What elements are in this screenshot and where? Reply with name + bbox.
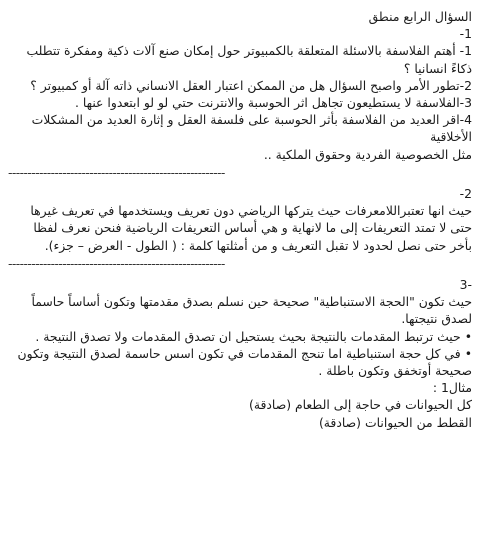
section-divider: -------------------------------------------------------- — [8, 255, 225, 271]
q4-point-3: 3-الفلاسفة لا يستطيعون تجاهل اثر الحوسبة والانترنت حتي لو لو ابتعدوا عنها . — [74, 95, 472, 111]
bullet-1-text: حيث ترتبط المقدمات بالنتيجة بحيث يستحيل ان تصدق المقدمات ولا تصدق النتيجة . — [35, 328, 461, 344]
example-label: مثال1 : — [432, 380, 472, 396]
bullet-icon: • — [464, 328, 472, 344]
answer-3-intro: حيث تكون "الحجة الاستنباطية" صحيحة حين نسلم بصدق مقدمتها وتكون أساساً حاسماً لصدق نتيجتها. — [31, 294, 472, 327]
answer-3-number: -3 — [459, 277, 472, 293]
q4-point-2: 2-تطور الأمر واصبح السؤال هل من الممكن اعتبار العقل الانساني ذاته آلة أو كمبيوتر ؟ — [30, 77, 472, 93]
q4-point-1: 1- أهتم الفلاسفة بالاسئلة المتعلقة بالكمبيوتر حول إمكان صنع آلات ذكية ومفكرة تتطلب ذكاءً انسانيا ؟ — [26, 43, 472, 76]
bullet-2-text: في كل حجة استنباطية اما تنحج المقدمات في تكون اسس حاسمة لصدق النتيجة وتكون صحيحة أوتخفق وتكون باطلة . — [17, 345, 472, 379]
answer-3-bullet-1 — [8, 328, 472, 345]
q4-item-number: 1- — [459, 26, 472, 42]
q4-title: السؤال الرابع منطق — [368, 9, 472, 24]
bullet-icon: • — [464, 345, 472, 361]
q4-point-4-example: مثل الخصوصية الفردية وحقوق الملكية .. — [263, 146, 472, 162]
q4-point-4: 4-اقر العديد من الفلاسفة بأثر الحوسبة على فلسفة العقل و إثارة العديد من المشكلات الأخلاقية — [31, 112, 472, 145]
example-premise-1: كل الحيوانات في حاجة إلى الطعام (صادقة) — [249, 397, 472, 413]
answer-3-bullet-2 — [8, 345, 472, 379]
answer-2-text: حيث انها تعتبراللامعرفات حيث يتركها الرياضي دون تعريف ويستخدمها في تعريف غيرها حتى لا تمتد التعريفات إلى ما لانهاية و هي أساس التعريفات الرياضية فنحن نعرف لفظا بأخر حتى نصل لحدود لا تقبل التعريف و من أمثلتها كلمة : ( الطول - العرض – جزء). — [30, 203, 472, 253]
answer-2-number: 2- — [459, 186, 472, 202]
example-premise-2: القطط من الحيوانات (صادقة) — [318, 414, 472, 430]
section-divider: -------------------------------------------------------- — [8, 164, 225, 180]
